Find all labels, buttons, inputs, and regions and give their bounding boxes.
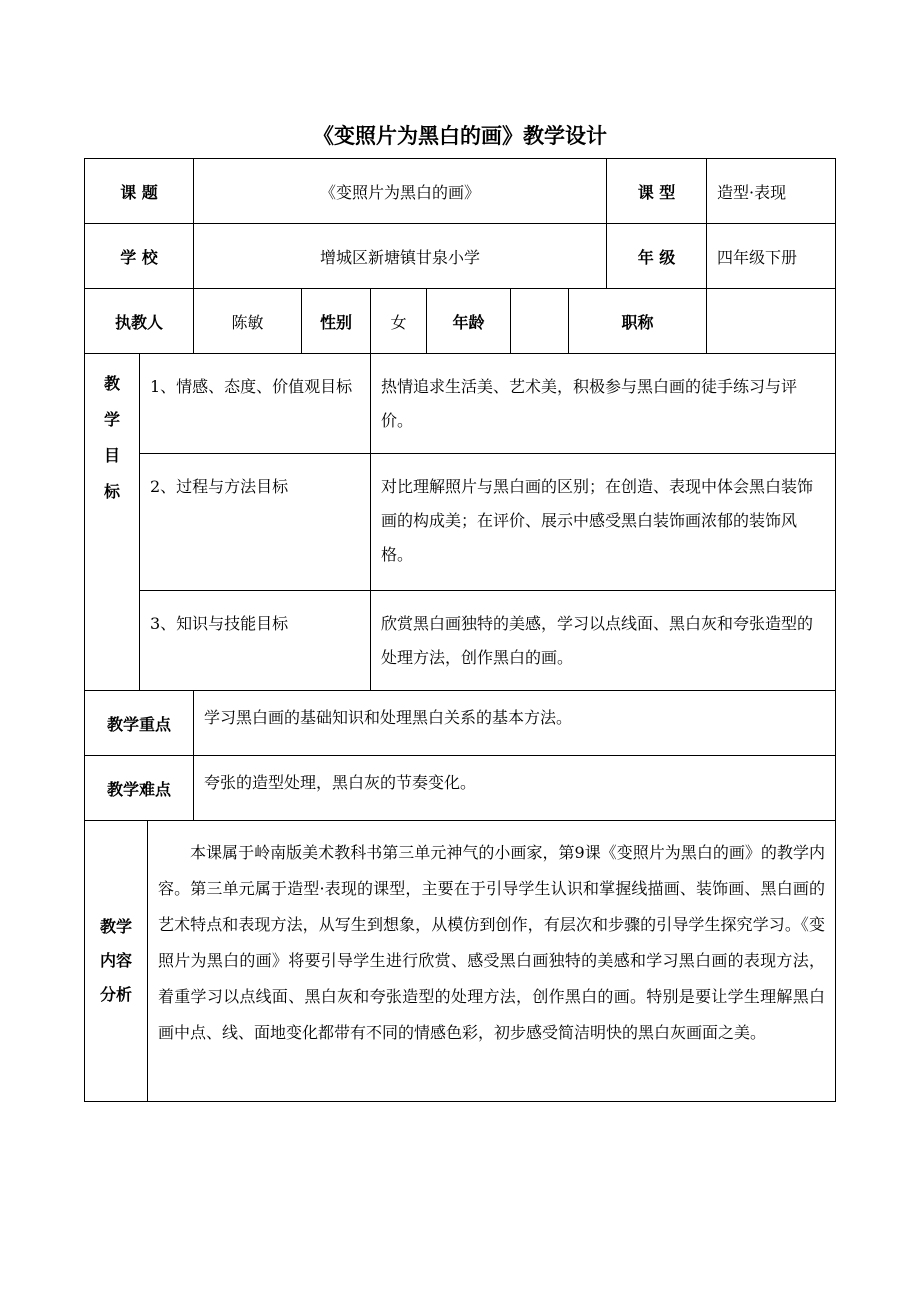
type-value: 造型·表现 — [717, 182, 787, 202]
course-value: 《变照片为黑白的画》 — [319, 182, 480, 202]
label-age: 年龄 — [452, 312, 485, 332]
goal-1-desc: 热情追求生活美、艺术美，积极参与黑白画的徒手练习与评价。 — [381, 377, 798, 430]
label-type: 课 型 — [637, 182, 676, 202]
goal-3-name: 3、知识与技能目标 — [150, 614, 289, 633]
difficulty-text: 夸张的造型处理，黑白灰的节奏变化。 — [204, 773, 477, 792]
key-point-label: 教学重点 — [106, 714, 171, 734]
analysis-label: 教学 内容 分析 — [99, 917, 132, 1004]
goal-2-desc: 对比理解照片与黑白画的区别；在创造、表现中体会黑白装饰画的构成美；在评价、展示中感受黑白装饰画浓郁的装饰风格。 — [381, 477, 814, 564]
label-school: 学 校 — [120, 247, 158, 267]
goals-label: 教 学 目 标 — [103, 374, 120, 501]
goal-1-name: 1、情感、态度、价值观目标 — [150, 377, 353, 396]
document-title: 《变照片为黑白的画》教学设计 — [313, 124, 607, 148]
label-job-title: 职称 — [621, 312, 654, 332]
grade-value: 四年级下册 — [717, 247, 798, 267]
goal-2-name: 2、过程与方法目标 — [150, 477, 289, 496]
age-value — [511, 289, 568, 353]
difficulty-label: 教学难点 — [106, 779, 171, 799]
label-course: 课 题 — [120, 182, 158, 202]
label-gender: 性别 — [319, 312, 352, 332]
label-grade: 年 级 — [637, 247, 676, 267]
label-teacher: 执教人 — [114, 312, 163, 332]
teacher-value: 陈敏 — [231, 312, 264, 332]
job-title-value — [707, 289, 835, 353]
school-value: 增城区新塘镇甘泉小学 — [319, 247, 480, 267]
analysis-text: 本课属于岭南版美术教科书第三单元神气的小画家，第9课《变照片为黑白的画》的教学内容。第三单元属于造型·表现的课型，主要在于引导学生认识和掌握线描画、装饰画、黑白画的艺术特点和表现方法，从写生到想象，从模仿到创作，有层次和步骤的引导学生探究学习。《变照片为黑白的画》将要引导学生进行欣赏、感受黑白画独特的美感和学习黑白画的表现方法，着重学习以点线面、黑白灰和夸张造型的处理方法，创作黑白的画。特别是要让学生理解黑白画中点、线、面地变化都带有不同的情感色彩，初步感受简洁明快的黑白灰画面之美。 — [158, 843, 825, 1042]
gender-value: 女 — [390, 312, 407, 332]
goal-3-desc: 欣赏黑白画独特的美感，学习以点线面、黑白灰和夸张造型的处理方法，创作黑白的画。 — [381, 614, 814, 667]
key-point-text: 学习黑白画的基础知识和处理黑白关系的基本方法。 — [204, 708, 573, 727]
